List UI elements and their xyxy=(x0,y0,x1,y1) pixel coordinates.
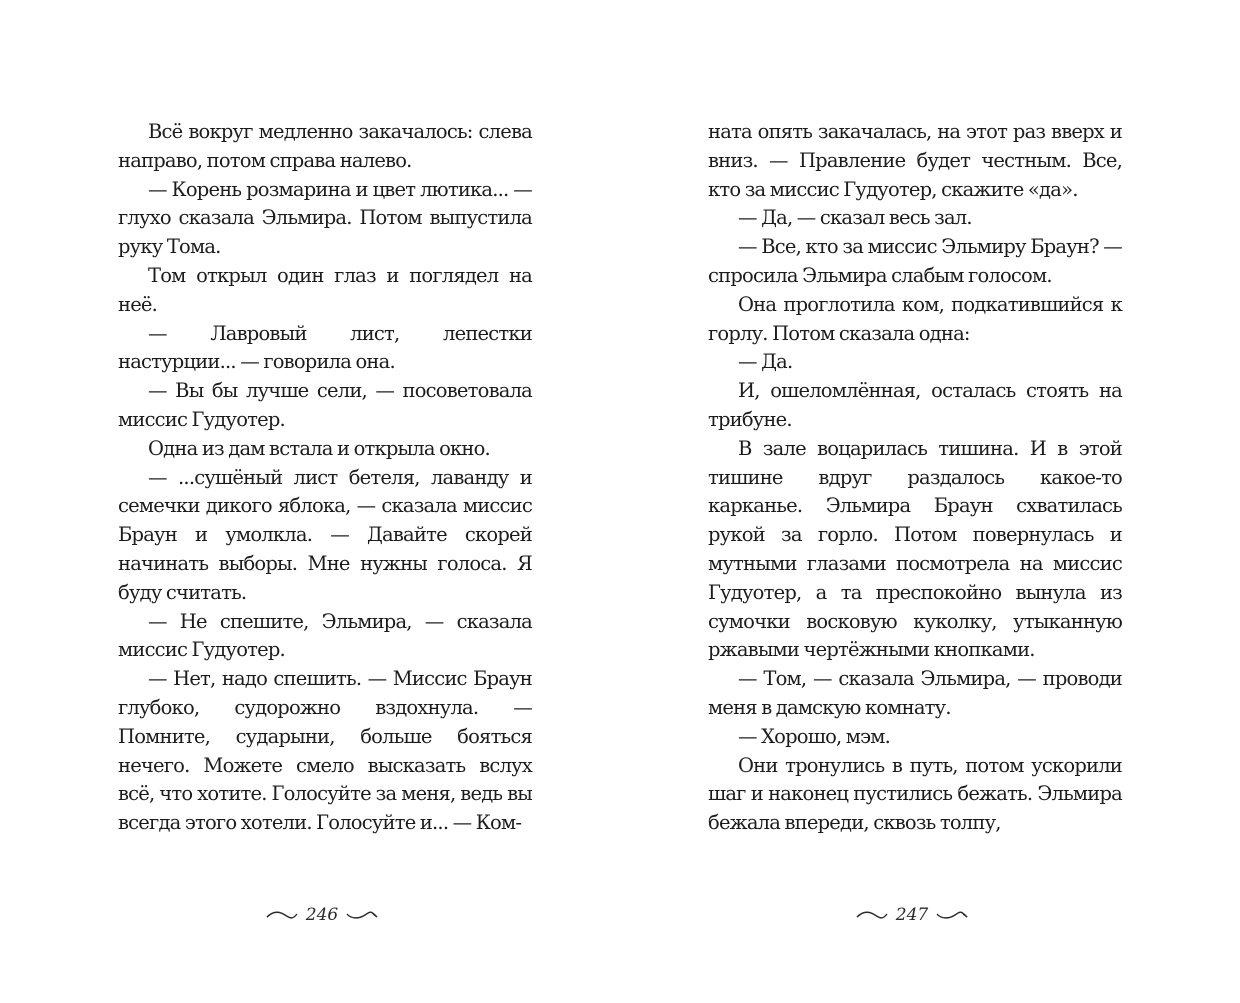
paragraph: — Да, — сказал весь зал. xyxy=(738,206,972,230)
paragraph: И, ошеломлённая, осталась стоять на трибуне. xyxy=(708,379,1122,431)
paragraph: ната опять закачалась, на этот раз вверх и вниз. — Правление будет честным. Все, кто за миссис Гудуотер, скажите «да». xyxy=(708,120,1122,201)
page-number-text: 246 xyxy=(305,904,339,925)
paragraph: — Хорошо, мэм. xyxy=(738,724,891,748)
paragraph: — Нет, надо спешить. — Миссис Браун глубоко, судорожно вздохнула. — Помните, сударыни, больше бояться нечего. Можете смело высказать вслух всё, что хотите. Голосуйте за меня, ведь вы всегда этого хотели. Голосуйте и... — Ком- xyxy=(118,667,532,835)
paragraph: — Корень розмарина и цвет лютика... — глухо сказала Эльмира. Потом выпустила руку Тома. xyxy=(118,177,532,259)
right-page-text xyxy=(708,118,1122,838)
paragraph: — Да. xyxy=(738,350,793,374)
paragraph: В зале воцарилась тишина. И в этой тишине вдруг раздалось какое-то карканье. Эльмира Браун схватилась рукой за горло. Потом повернулась и мутными глазами посмотрела на миссис Гудуотер, а та преспокойно вынула из сумочки восковую куколку, утыканную ржавыми чертёжными кнопками. xyxy=(708,436,1122,662)
paragraph: Всё вокруг медленно закачалось: слева направо, потом справа налево. xyxy=(118,120,532,172)
page-number-right xyxy=(842,899,982,929)
paragraph: — ...сушёный лист бетеля, лаванду и семечки дикого яблока, — сказала миссис Браун и умолкла. — Давайте скорей начинать выборы. Мне нужны голоса. Я буду считать. xyxy=(118,465,532,604)
page-number-text: 247 xyxy=(895,904,929,925)
paragraph: — Лавровый лист, лепестки настурции... — говорила она. xyxy=(118,321,532,374)
paragraph: Они тронулись в путь, потом ускорили шаг и наконец пустились бежать. Эльмира бежала впереди, сквозь толпу, xyxy=(708,753,1122,835)
left-flourish-icon xyxy=(855,909,889,921)
paragraph: Одна из дам встала и открыла окно. xyxy=(148,436,490,460)
left-flourish-icon xyxy=(265,909,299,921)
paragraph: — Том, — сказала Эльмира, — проводи меня в дамскую комнату. xyxy=(708,667,1122,719)
paragraph: Том открыл один глаз и поглядел на неё. xyxy=(118,263,532,316)
paragraph: — Вы бы лучше сели, — посоветовала миссис Гудуотер. xyxy=(118,379,532,431)
paragraph: — Все, кто за миссис Эльмиру Браун? — спросила Эльмира слабым голосом. xyxy=(708,235,1122,287)
right-flourish-icon xyxy=(935,909,969,921)
right-page xyxy=(620,0,1240,1003)
right-flourish-icon xyxy=(345,909,379,921)
page-number-left xyxy=(252,899,392,929)
paragraph: — Не спешите, Эльмира, — сказала миссис Гудуотер. xyxy=(118,609,532,662)
left-page-text xyxy=(118,118,532,838)
paragraph: Она проглотила ком, подкатившийся к горлу. Потом сказала одна: xyxy=(708,292,1122,345)
